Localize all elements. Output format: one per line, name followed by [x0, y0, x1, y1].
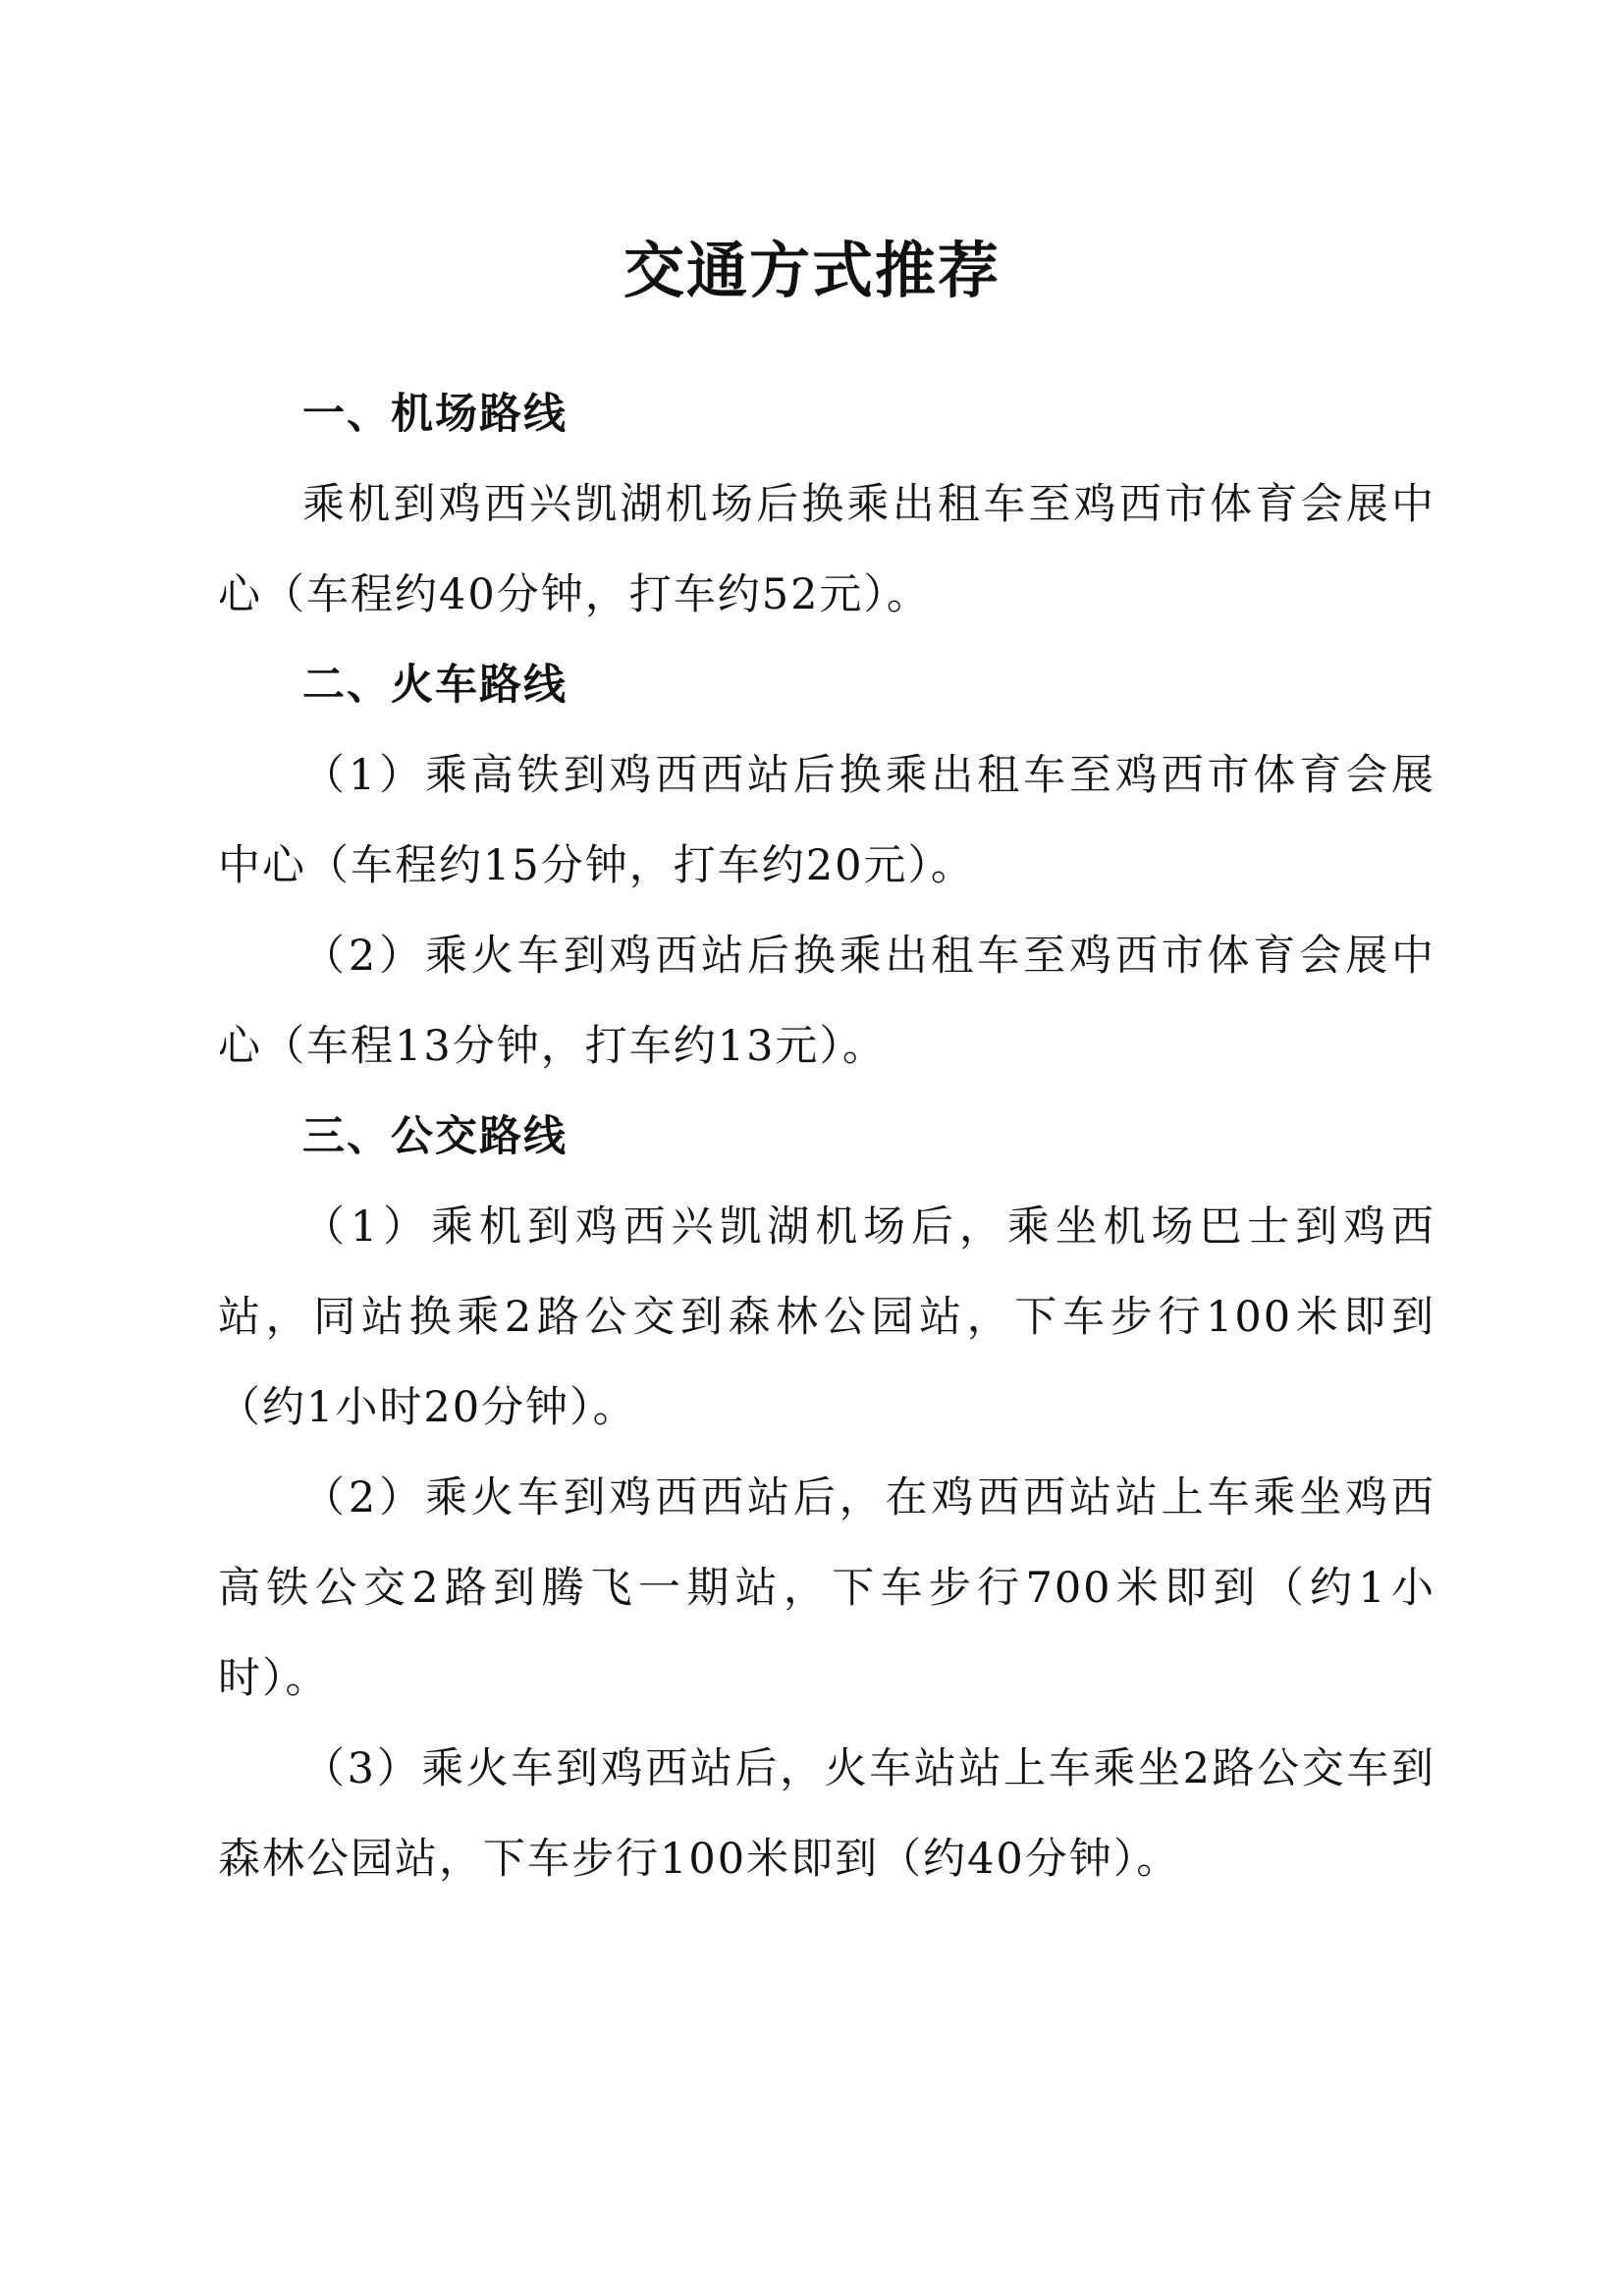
section-bus-route: [218, 1092, 1435, 1904]
section-heading-bus: 三、公交路线: [302, 1112, 568, 1161]
paragraph-train-regular: （2）乘火车到鸡西站后换乘出租车至鸡西市体育会展中心（车程13分钟，打车约13元）。: [218, 932, 1435, 1071]
section-airport-route: [218, 369, 1435, 640]
document-body: [218, 369, 1435, 1904]
paragraph-train-highspeed: （1）乘高铁到鸡西西站后换乘出租车至鸡西市体育会展中心（车程约15分钟，打车约20元）。: [218, 751, 1435, 890]
section-train-route: [218, 640, 1435, 1092]
paragraph-bus-station: （3）乘火车到鸡西站后，火车站站上车乘坐2路公交车到森林公园站，下车步行100米即到（约40分钟）。: [218, 1744, 1435, 1884]
paragraph-bus-west-station: （2）乘火车到鸡西西站后，在鸡西西站站上车乘坐鸡西高铁公交2路到腾飞一期站，下车步行700米即到（约1小时）。: [218, 1473, 1435, 1703]
section-heading-train: 二、火车路线: [302, 661, 568, 710]
page-title: 交通方式推荐: [623, 235, 1001, 306]
section-heading-airport: 一、机场路线: [302, 390, 568, 439]
paragraph-airport-taxi: 乘机到鸡西兴凯湖机场后换乘出租车至鸡西市体育会展中心（车程约40分钟，打车约52元）。: [218, 480, 1435, 619]
paragraph-bus-airport: （1）乘机到鸡西兴凯湖机场后，乘坐机场巴士到鸡西站，同站换乘2路公交到森林公园站，下车步行100米即到（约1小时20分钟）。: [218, 1202, 1435, 1432]
